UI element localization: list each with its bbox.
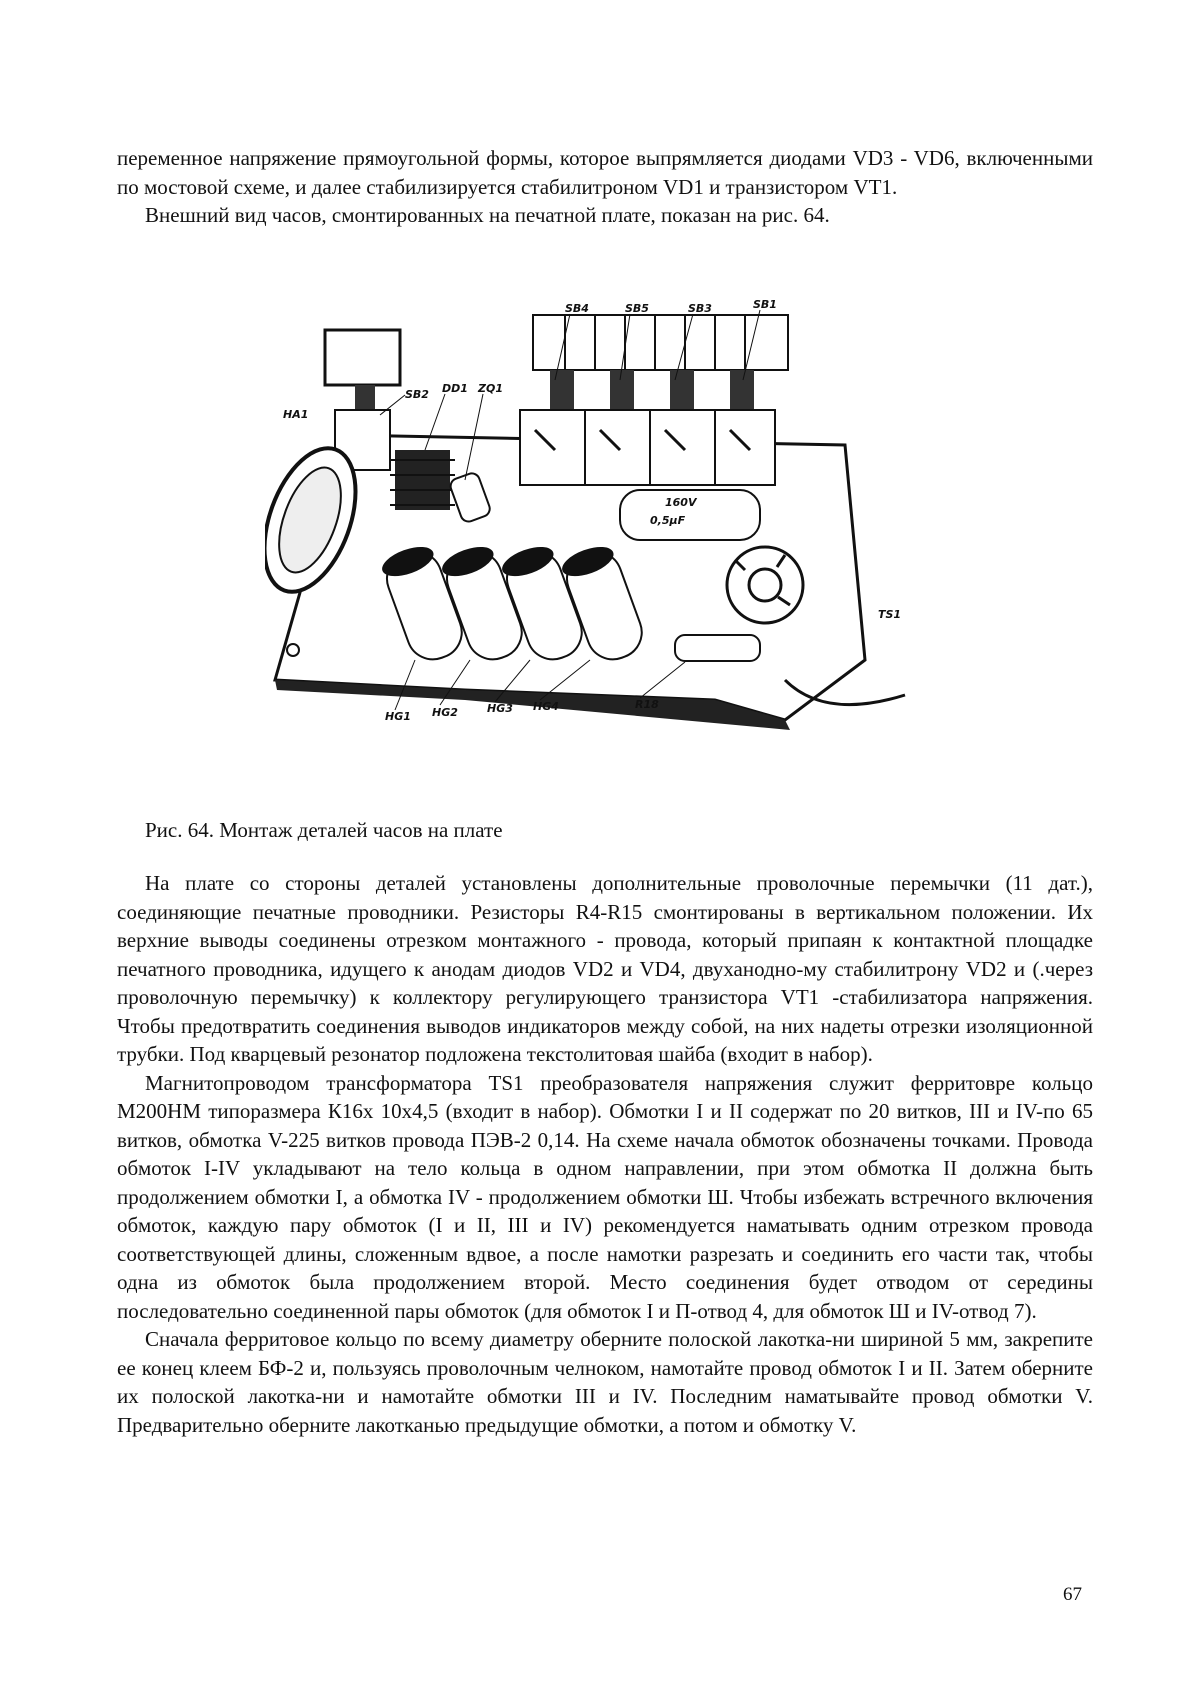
label-ts1: TS1 (878, 608, 902, 621)
paragraph: Внешний вид часов, смонтированных на печатной плате, показан на рис. 64. (145, 203, 830, 227)
switch-bank (520, 315, 788, 485)
label-sb5: SB5 (625, 302, 649, 315)
circuit-board-illustration (265, 300, 945, 800)
page-number: 67 (1063, 1584, 1082, 1605)
label-zq1: ZQ1 (478, 382, 503, 395)
label-sb3: SB3 (688, 302, 712, 315)
label-r18: R18 (635, 698, 659, 711)
label-hg2: HG2 (432, 706, 458, 719)
label-sb2: SB2 (405, 388, 429, 401)
figure-caption: Рис. 64. Монтаж деталей часов на плате (145, 818, 503, 842)
text-block-top (117, 144, 1093, 230)
label-sb1: SB1 (753, 300, 777, 311)
paragraph: Сначала ферритовое кольцо по всему диаметру оберните полоской лакотка-ни шириной 5 мм, закрепите ее конец клеем БФ-2 и, пользуясь проволочным челноком, намотайте провод обмоток I и II. Затем оберните их полоской лакотка-ни и намотайте обмотки III и IV. Последним наматывайте провод обмотки V. Предварительно оберните лакотканью предыдущие обмотки, а потом и обмотку V. (117, 1327, 1093, 1437)
label-hg4: HG4 (533, 700, 559, 713)
label-hg1: HG1 (385, 710, 411, 723)
label-dd1: DD1 (442, 382, 468, 395)
capacitor-voltage-text: 160V (665, 496, 697, 509)
paragraph: На плате со стороны деталей установлены дополнительные проволочные перемычки (11 дат.), соединяющие печатные проводники. Резисторы R4-R15 смонтированы в вертикальном положении. Их верхние выводы соединены отрезком монтажного - провода, который припаян к контактной площадке печатного проводника, идущего к анодам диодов VD2 и VD4, двуханодно-му стабилитрону VD2 и (.через проволочную перемычку) к коллектору регулирующего транзистора VT1 -стабилизатора напряжения. Чтобы предотвратить соединения выводов индикаторов между собой, на них надеты отрезки изоляционной трубки. Под кварцевый резонатор подложена текстолитовая шайба (входит в набор). (117, 871, 1093, 1066)
label-sb4: SB4 (565, 302, 589, 315)
paragraph: Магнитопроводом трансформатора TS1 преобразователя напряжения служит ферритовре кольцо М200НМ типоразмера К16х 10х4,5 (входит в набор). Обмотки I и II содержат по 20 витков, III и IV-по 65 витков, обмотка V-225 витков провода ПЭВ-2 0,14. На схеме начала обмоток обозначены точками. Провода обмоток I-IV укладывают на тело кольца в одном направлении, при этом обмотка II должна быть продолжением обмотки I, а обмотка IV - продолжением обмотки Ш. Чтобы избежать встречного включения обмоток, каждую пару обмоток (I и II, III и IV) рекомендуется наматывать одним отрезком провода соответствующей длины, сложенным вдвое, а после намотки разрезать и соединить его части так, чтобы одна из обмоток была продолжением второй. Место соединения будет отводом от середины последовательно соединенной пары обмоток (для обмоток I и П-отвод 4, для обмоток Ш и IV-отвод 7). (117, 1070, 1093, 1323)
paragraph: переменное напряжение прямоугольной формы, которое выпрямляется диодами VD3 - VD6, включенными по мостовой схеме, и далее стабилизируется стабилитроном VD1 и транзистором VT1. (117, 146, 1093, 199)
indicator-tubes (378, 541, 649, 667)
text-block-bottom (117, 869, 1093, 1439)
capacitor-value-text: 0,5µF (650, 514, 686, 527)
label-ha1: HA1 (283, 408, 309, 421)
label-hg3: HG3 (487, 702, 513, 715)
